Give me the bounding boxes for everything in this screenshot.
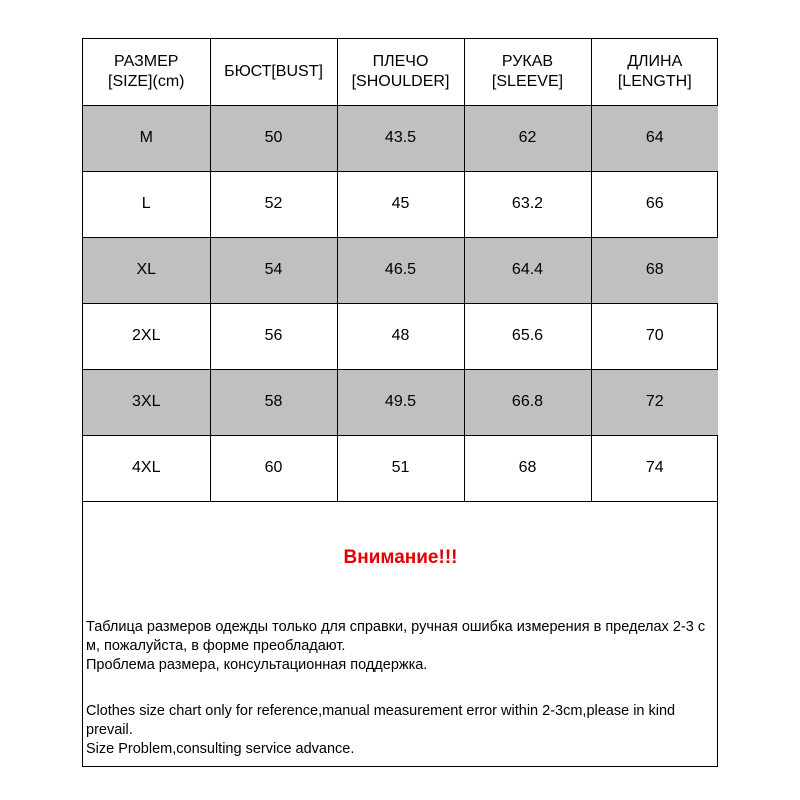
bust-cell: 52 bbox=[210, 171, 337, 237]
size-row-m bbox=[83, 105, 718, 171]
length-cell: 66 bbox=[591, 171, 718, 237]
size-row-2xl bbox=[83, 303, 718, 369]
sleeve-cell: 66.8 bbox=[464, 369, 591, 435]
notice-ru-line-1: Таблица размеров одежды только для справки, ручная ошибка измерения в пределах 2-3 с м, пожалуйста, в форме преобладают. bbox=[86, 619, 706, 654]
size-row-4xl bbox=[83, 435, 718, 501]
length-cell: 74 bbox=[591, 435, 718, 501]
header-size-line-1: РАЗМЕР bbox=[114, 52, 179, 70]
size-cell: L bbox=[83, 171, 210, 237]
notice-block bbox=[83, 501, 718, 767]
bust-cell: 58 bbox=[210, 369, 337, 435]
header-length-line-2: [LENGTH] bbox=[617, 72, 692, 90]
size-cell: XL bbox=[83, 237, 210, 303]
shoulder-cell: 43.5 bbox=[337, 105, 464, 171]
header-length-line-1: ДЛИНА bbox=[627, 52, 683, 70]
notice-ru-line-2: Проблема размера, консультационная поддержка. bbox=[86, 657, 428, 673]
notice-en-line-1: Clothes size chart only for reference,manual measurement error within 2-3cm,please in kind prevail. bbox=[86, 703, 676, 738]
attention-heading: Внимание!!! bbox=[343, 547, 458, 568]
size-cell: 3XL bbox=[83, 369, 210, 435]
shoulder-cell: 51 bbox=[337, 435, 464, 501]
size-row-xl bbox=[83, 237, 718, 303]
bust-cell: 54 bbox=[210, 237, 337, 303]
header-size-line-2: [SIZE](cm) bbox=[108, 72, 185, 90]
sleeve-cell: 68 bbox=[464, 435, 591, 501]
length-cell: 72 bbox=[591, 369, 718, 435]
header-cell-bust bbox=[210, 39, 337, 105]
notice-en-line-2: Size Problem,consulting service advance. bbox=[86, 741, 355, 757]
shoulder-cell: 49.5 bbox=[337, 369, 464, 435]
header-cell-sleeve bbox=[464, 39, 591, 105]
sleeve-cell: 62 bbox=[464, 105, 591, 171]
sleeve-cell: 63.2 bbox=[464, 171, 591, 237]
header-bust-line-1: БЮСТ[BUST] bbox=[224, 62, 323, 80]
header-shoulder-line-2: [SHOULDER] bbox=[351, 72, 450, 90]
shoulder-cell: 46.5 bbox=[337, 237, 464, 303]
bust-cell: 50 bbox=[210, 105, 337, 171]
length-cell: 70 bbox=[591, 303, 718, 369]
shoulder-cell: 45 bbox=[337, 171, 464, 237]
header-row bbox=[83, 39, 718, 105]
header-sleeve-line-1: РУКАВ bbox=[501, 52, 554, 70]
sleeve-cell: 65.6 bbox=[464, 303, 591, 369]
header-cell-size bbox=[83, 39, 210, 105]
length-cell: 68 bbox=[591, 237, 718, 303]
length-cell: 64 bbox=[591, 105, 718, 171]
header-cell-shoulder bbox=[337, 39, 464, 105]
header-sleeve-line-2: [SLEEVE] bbox=[491, 72, 564, 90]
sleeve-cell: 64.4 bbox=[464, 237, 591, 303]
shoulder-cell: 48 bbox=[337, 303, 464, 369]
header-shoulder-line-1: ПЛЕЧО bbox=[372, 52, 429, 70]
bust-cell: 56 bbox=[210, 303, 337, 369]
size-chart bbox=[82, 38, 718, 767]
notice-english bbox=[86, 702, 714, 759]
size-table bbox=[83, 39, 718, 502]
header-cell-length bbox=[591, 39, 718, 105]
notice-russian bbox=[86, 618, 714, 675]
size-cell: 2XL bbox=[83, 303, 210, 369]
bust-cell: 60 bbox=[210, 435, 337, 501]
size-cell: M bbox=[83, 105, 210, 171]
size-row-l bbox=[83, 171, 718, 237]
size-row-3xl bbox=[83, 369, 718, 435]
size-cell: 4XL bbox=[83, 435, 210, 501]
